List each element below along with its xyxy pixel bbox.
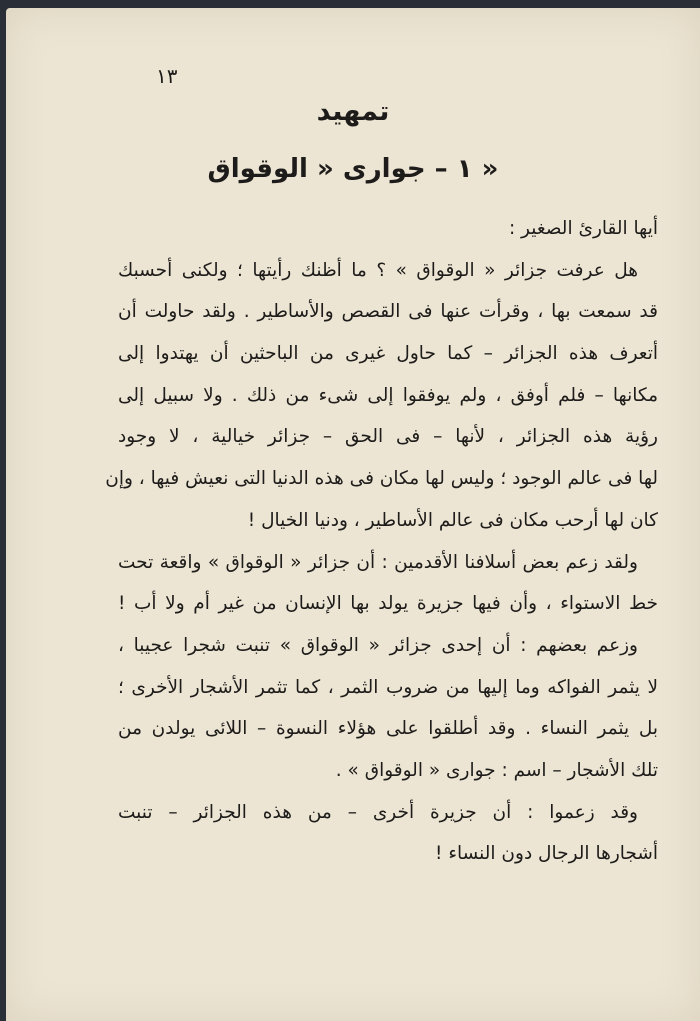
text-line: ولقد زعم بعض أسلافنا الأقدمين : أن جزائر « الوقواق » واقعة تحت [118,551,638,573]
text-line: وقد زعموا : أن جزيرة أخرى – من هذه الجزائر – تنبت [118,801,638,823]
body-text [105,208,658,875]
text-line: خط الاستواء ، وأن فيها جزيرة يولد بها الإنسان من غير أم ولا أب ! [118,593,658,615]
text-line: قد سمعت بها ، وقرأت عنها فى القصص والأساطير . ولقد حاولت أن [118,301,658,323]
text-line: تلك الأشجار – اسم : جوارى « الوقواق » . [335,759,658,781]
text-line: لها فى عالم الوجود ؛ وليس لها مكان فى هذه الدنيا التى نعيش فيها ، وإن [105,468,658,490]
text-line: أيها القارئ الصغير : [508,218,658,239]
chapter-heading: ١ – جوارى « الوقواق » [207,154,499,184]
text-line: هل عرفت جزائر « الوقواق » ؟ ما أظنك رأيتها ؛ ولكنى أحسبك [118,259,638,281]
text-line: وزعم بعضهم : أن إحدى جزائر « الوقواق » تنبت شجرا عجيبا ، [118,634,638,656]
text-line: لا يثمر الفواكه وما إليها من ضروب الثمر ، كما تثمر الأشجار الأخرى ؛ [118,676,658,698]
text-line: رؤية هذه الجزائر ، لأنها – فى الحق – جزائر خيالية ، لا وجود [118,426,658,448]
text-line: أتعرف هذه الجزائر – كما حاول غيرى من الباحثين أن يهتدوا إلى [118,343,658,365]
page-number: ١٣ [156,64,178,88]
book-page [6,8,700,1021]
text-line: كان لها أرحب مكان فى عالم الأساطير ، ودنيا الخيال ! [247,509,658,531]
text-line: مكانها – فلم أوفق ، ولم يوفقوا إلى شىء من ذلك . ولا سبيل إلى [118,384,658,406]
section-title: تمهيد [316,96,390,127]
text-line: أشجارها الرجال دون النساء ! [435,843,658,865]
text-line: بل يثمر النساء . وقد أطلقوا على هؤلاء النسوة – اللائى يولدن من [118,718,658,740]
